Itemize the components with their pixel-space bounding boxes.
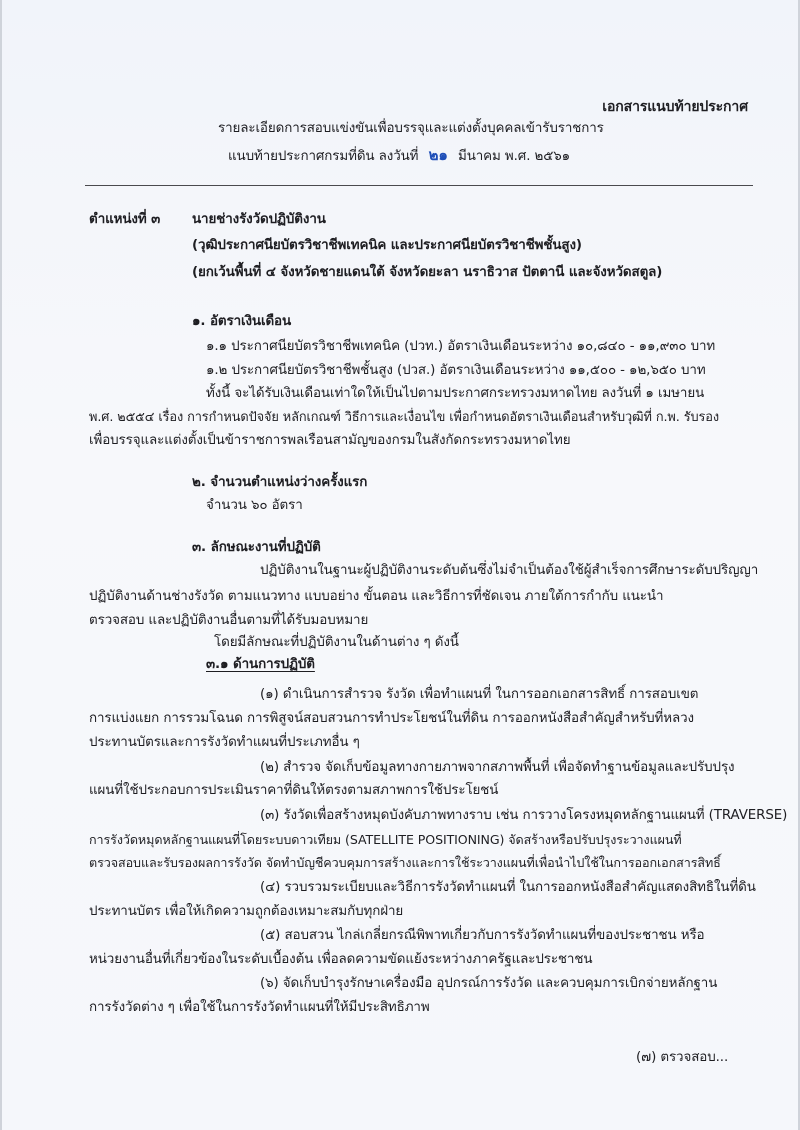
continuation-marker: (๗) ตรวจสอบ... — [636, 1050, 729, 1065]
salary-note-line-3: เพื่อบรรจุและแต่งตั้งเป็นข้าราชการพลเรือนสามัญของกรมในสังกัดกระทรวงมหาดไทย — [89, 433, 571, 448]
salary-item-2: ๑.๒ ประกาศนียบัตรวิชาชีพชั้นสูง (ปวส.) อัตราเงินเดือนระหว่าง ๑๑,๕๐๐ - ๑๒,๖๕๐ บาท — [206, 363, 706, 378]
salary-item-1: ๑.๑ ประกาศนียบัตรวิชาชีพเทคนิค (ปวท.) อัตราเงินเดือนระหว่าง ๑๐,๘๔๐ - ๑๑,๙๓๐ บาท — [206, 339, 716, 354]
duty-2-line-2: แผนที่ใช้ประกอบการประเมินราคาที่ดินให้ตรงตามสภาพการใช้ประโยชน์ — [89, 783, 499, 798]
salary-note-line-1: ทั้งนี้ จะได้รับเงินเดือนเท่าใดให้เป็นไปตามประกาศกระทรวงมหาดไทย ลงวันที่ ๑ เมษายน — [206, 386, 705, 401]
subtitle-line-2-prefix: แนบท้ายประกาศกรมที่ดิน ลงวันที่ — [228, 149, 419, 164]
duty-3-line-3: ตรวจสอบและรับรองผลการรังวัด จัดทำบัญชีควบคุมการสร้างและการใช้ระวางแผนที่เพื่อนำไปใช้ในการออกเอกสารสิทธิ์ — [89, 855, 721, 870]
subtitle-line-2-suffix: มีนาคม พ.ศ. ๒๕๖๑ — [457, 149, 571, 164]
duty-5-line-2: หน่วยงานอื่นที่เกี่ยวข้องในระดับเบื้องต้น เพื่อลดความขัดแย้งระหว่างภาครัฐและประชาชน — [89, 952, 593, 967]
vacancy-count: จำนวน ๖๐ อัตรา — [206, 498, 303, 513]
duty-1-line-2: การแบ่งแยก การรวมโฉนด การพิสูจน์สอบสวนการทำประโยชน์ในที่ดิน การออกหนังสือสำคัญสำหรับที่หลวง — [89, 711, 694, 726]
job-intro-line-2: ปฏิบัติงานด้านช่างรังวัด ตามแนวทาง แบบอย่าง ขั้นตอน และวิธีการที่ชัดเจน ภายใต้การกำกับ แนะนำ — [89, 589, 664, 604]
job-intro-line-3: ตรวจสอบ และปฏิบัติงานอื่นตามที่ได้รับมอบหมาย — [89, 613, 369, 628]
subtitle-line-2 — [228, 145, 570, 167]
position-label: ตำแหน่งที่ ๓ — [89, 212, 161, 227]
duty-4-line-1: (๔) รวบรวมระเบียบและวิธีการรังวัดทำแผนที่ ในการออกหนังสือสำคัญแสดงสิทธิในที่ดิน — [260, 880, 756, 895]
duty-1-line-1: (๑) ดำเนินการสำรวจ รังวัด เพื่อทำแผนที่ ในการออกเอกสารสิทธิ์ การสอบเขต — [260, 687, 699, 702]
section-2-heading: ๒. จำนวนตำแหน่งว่างครั้งแรก — [192, 475, 368, 490]
job-intro-line-4: โดยมีลักษณะที่ปฏิบัติงานในด้านต่าง ๆ ดังนี้ — [214, 635, 459, 650]
duty-3-line-2: การรังวัดหมุดหลักฐานแผนที่โดยระบบดาวเทียม (SATELLITE POSITIONING) จัดสร้างหรือปรับปรุงระวางแผนที่ — [89, 832, 682, 847]
section-1-heading: ๑. อัตราเงินเดือน — [192, 314, 292, 329]
duty-3-line-1: (๓) รังวัดเพื่อสร้างหมุดบังคับภาพทางราบ เช่น การวางโครงหมุดหลักฐานแผนที่ (TRAVERSE) — [260, 808, 788, 823]
duty-2-line-1: (๒) สำรวจ จัดเก็บข้อมูลทางกายภาพจากสภาพพื้นที่ เพื่อจัดทำฐานข้อมูลและปรับปรุง — [260, 760, 735, 775]
position-title: นายช่างรังวัดปฏิบัติงาน — [192, 212, 326, 227]
position-qualification: (วุฒิประกาศนียบัตรวิชาชีพเทคนิค และประกาศนียบัตรวิชาชีพชั้นสูง) — [192, 238, 582, 253]
position-exception: (ยกเว้นพื้นที่ ๔ จังหวัดชายแดนใต้ จังหวัดยะลา นราธิวาส ปัตตานี และจังหวัดสตูล) — [192, 265, 663, 280]
duty-6-line-2: การรังวัดต่าง ๆ เพื่อใช้ในการรังวัดทำแผนที่ให้มีประสิทธิภาพ — [89, 1000, 430, 1015]
duty-4-line-2: ประทานบัตร เพื่อให้เกิดความถูกต้องเหมาะสมกับทุกฝ่าย — [89, 904, 404, 919]
duty-6-line-1: (๖) จัดเก็บบำรุงรักษาเครื่องมือ อุปกรณ์การรังวัด และควบคุมการเบิกจ่ายหลักฐาน — [260, 976, 718, 991]
job-intro-line-1: ปฏิบัติงานในฐานะผู้ปฏิบัติงานระดับต้นซึ่งไม่จำเป็นต้องใช้ผู้สำเร็จการศึกษาระดับปริญญา — [260, 563, 759, 578]
duty-1-line-3: ประทานบัตรและการรังวัดทำแผนที่ประเภทอื่น ๆ — [89, 735, 360, 750]
subtitle-line-1: รายละเอียดการสอบแข่งขันเพื่อบรรจุและแต่งตั้งบุคคลเข้ารับราชการ — [218, 121, 604, 136]
section-3-1-heading: ๓.๑ ด้านการปฏิบัติ — [206, 657, 315, 672]
header-divider — [85, 185, 753, 186]
salary-note-line-2: พ.ศ. ๒๕๕๔ เรื่อง การกำหนดปัจจัย หลักเกณฑ์ วิธีการและเงื่อนไข เพื่อกำหนดอัตราเงินเดือนสำหรับวุฒิที่ ก.พ. รับรอง — [89, 410, 720, 425]
duty-5-line-1: (๕) สอบสวน ไกล่เกลี่ยกรณีพิพาทเกี่ยวกับการรังวัดทำแผนที่ของประชาชน หรือ — [260, 928, 705, 943]
annex-label: เอกสารแนบท้ายประกาศ — [602, 99, 748, 115]
section-3-heading: ๓. ลักษณะงานที่ปฏิบัติ — [192, 540, 321, 555]
date-day-stamp: ๒๑ — [428, 146, 448, 164]
